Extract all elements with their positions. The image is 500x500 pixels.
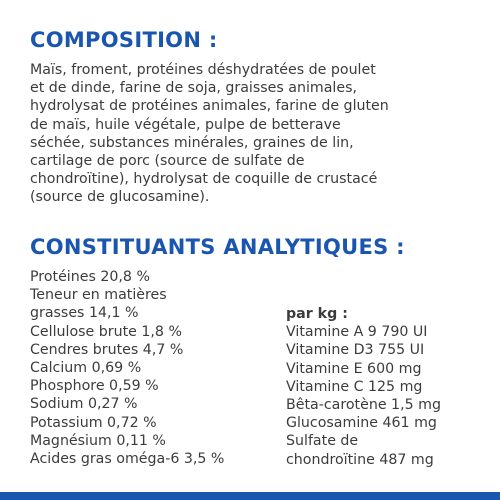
constituent-row: grasses 14,1 % [30,305,139,322]
composition-line: de maïs, huile végétale, pulpe de betterave [30,116,341,133]
constituent-row: Cellulose brute 1,8 % [30,323,182,340]
composition-line: (source de glucosamine). [30,189,210,206]
composition-text [30,61,490,207]
additive-row: chondroïtine 487 mg [286,451,434,468]
additive-row: Bêta-carotène 1,5 mg [286,397,441,414]
constituent-row: Phosphore 0,59 % [30,378,159,395]
constituent-row: Acides gras oméga-6 3,5 % [30,451,225,468]
constituants-heading: CONSTITUANTS ANALYTIQUES : [30,235,405,259]
additive-row: Glucosamine 461 mg [286,415,437,432]
analytical-constituents-list [30,268,290,468]
par-kg-label: par kg : [286,306,348,322]
composition-line: hydrolysat de protéines animales, farine de gluten [30,98,389,115]
composition-line: cartilage de porc (source de sulfate de [30,153,305,170]
constituent-row: Calcium 0,69 % [30,360,142,377]
constituent-row: Potassium 0,72 % [30,414,157,431]
additive-row: Vitamine D3 755 UI [286,342,425,359]
composition-heading: COMPOSITION : [30,28,218,52]
constituent-row: Protéines 20,8 % [30,269,150,285]
constituent-row: Sodium 0,27 % [30,396,138,413]
constituent-row: Cendres brutes 4,7 % [30,341,184,358]
composition-line: séchée, substances minérales, graines de lin, [30,134,354,151]
composition-line: chondroïtine), hydrolysat de coquille de crustacé [30,171,378,188]
bottom-accent-bar [0,492,500,500]
additive-row: Vitamine E 600 mg [286,360,422,377]
additive-row: Vitamine A 9 790 UI [286,324,428,341]
constituent-row: Teneur en matières [30,287,167,304]
constituent-row: Magnésium 0,11 % [30,432,166,449]
additive-row: Sulfate de [286,433,359,450]
composition-line: Maïs, froment, protéines déshydratées de poulet [30,62,376,78]
additive-row: Vitamine C 125 mg [286,378,423,395]
composition-line: et de dinde, farine de soja, graisses animales, [30,80,358,97]
additives-per-kg-list [286,305,496,469]
